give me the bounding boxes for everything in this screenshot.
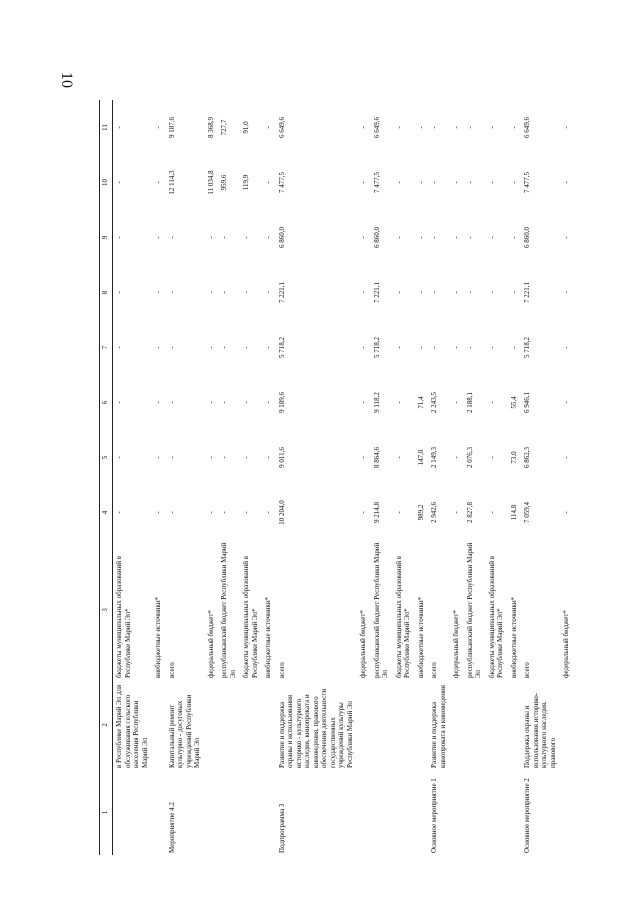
table-row	[415, 100, 429, 855]
value-cell: -	[452, 346, 460, 349]
value-cell: -	[487, 511, 496, 514]
table-row	[450, 100, 464, 855]
title-cell: Капитальный ремонт культурно - досуговых учреждений Республики Марий Эл	[167, 694, 201, 768]
value-cell: -	[264, 401, 272, 404]
value-cell: -	[416, 126, 425, 129]
value-cell: -	[465, 291, 474, 294]
value-cell: -	[220, 401, 228, 404]
value-cell: -	[465, 126, 474, 129]
value-cell: -	[154, 181, 162, 184]
program-cell	[560, 770, 574, 855]
value-cell: 8 864,6	[372, 447, 381, 468]
value-cell: -	[394, 236, 403, 239]
value-cell: -	[359, 126, 367, 129]
value-cell: -	[264, 291, 272, 294]
value-cell: -	[154, 511, 162, 514]
value-cell: -	[509, 291, 518, 294]
table-row	[508, 100, 522, 855]
value-cell: -	[562, 126, 570, 129]
title-cell: Развитие и поддержка кинопроката и киноведения	[430, 685, 447, 768]
source-cell: внебюджетные источники*	[509, 596, 518, 678]
program-cell	[415, 770, 429, 855]
value-cell: -	[154, 291, 162, 294]
value-cell: -	[206, 236, 215, 239]
value-cell: -	[242, 291, 250, 294]
column-header: 3	[100, 540, 113, 680]
value-cell: -	[394, 346, 403, 349]
value-cell: 10 204,0	[277, 500, 286, 525]
value-cell: -	[115, 236, 123, 239]
value-cell: 2 076,3	[465, 447, 474, 468]
column-header: 5	[100, 430, 113, 485]
value-cell: -	[264, 456, 272, 459]
value-cell: -	[154, 126, 162, 129]
value-cell: -	[115, 291, 123, 294]
table-row	[262, 100, 276, 855]
title-cell	[152, 680, 166, 770]
value-cell: 7 477,5	[523, 172, 531, 193]
column-header: 4	[100, 485, 113, 540]
value-cell: -	[167, 511, 176, 514]
program-cell	[508, 770, 522, 855]
source-cell: бюджеты муниципальных образований в Республике Марий Эл*	[394, 555, 411, 678]
value-cell: 55,4	[509, 396, 518, 409]
table-row	[218, 100, 240, 855]
value-cell: -	[487, 236, 496, 239]
value-cell: -	[115, 181, 123, 184]
value-cell: -	[264, 511, 272, 514]
value-cell: 119,9	[242, 174, 250, 191]
value-cell: -	[115, 456, 123, 459]
value-cell: 7 221,1	[523, 282, 531, 303]
value-cell: -	[509, 236, 518, 239]
value-cell: -	[264, 126, 272, 129]
title-cell	[486, 680, 508, 770]
value-cell: -	[452, 236, 460, 239]
value-cell: -	[206, 456, 215, 459]
value-cell: -	[394, 181, 403, 184]
table-row	[521, 100, 560, 855]
value-cell: -	[394, 456, 403, 459]
title-cell	[464, 680, 486, 770]
value-cell: 147,0	[416, 449, 425, 466]
program-cell	[113, 770, 153, 855]
value-cell: -	[487, 346, 496, 349]
title-cell	[393, 680, 415, 770]
column-header: 9	[100, 210, 113, 265]
value-cell: -	[359, 291, 367, 294]
source-cell: федеральный бюджет*	[452, 610, 460, 678]
value-cell: -	[115, 346, 123, 349]
value-cell: -	[416, 236, 425, 239]
value-cell: 2 827,8	[465, 502, 474, 523]
value-cell: 9 187,6	[167, 117, 176, 138]
table-body	[113, 100, 574, 855]
program-cell	[218, 770, 240, 855]
value-cell: -	[487, 456, 496, 459]
source-cell: бюджеты муниципальных образований в Республике Марий Эл*	[115, 555, 132, 678]
value-cell: -	[206, 401, 215, 404]
table-row	[357, 100, 371, 855]
column-header: 7	[100, 320, 113, 375]
value-cell: 7 477,5	[372, 172, 381, 193]
value-cell: 6 860,0	[277, 227, 286, 248]
value-cell: -	[452, 456, 460, 459]
source-cell: федеральный бюджет*	[562, 610, 570, 678]
program-cell	[240, 770, 262, 855]
value-cell: 71,4	[416, 396, 425, 409]
value-cell: -	[487, 126, 496, 129]
value-cell: -	[167, 346, 176, 349]
value-cell: -	[242, 511, 250, 514]
value-cell: -	[394, 511, 403, 514]
value-cell: -	[430, 346, 438, 349]
value-cell: -	[562, 236, 570, 239]
value-cell: 91,0	[242, 121, 250, 134]
source-cell: внебюджетные источники*	[154, 596, 162, 678]
value-cell: -	[359, 511, 367, 514]
value-cell: -	[115, 511, 123, 514]
value-cell: 8 368,9	[206, 117, 215, 138]
value-cell: 114,8	[509, 504, 518, 521]
value-cell: -	[206, 511, 215, 514]
value-cell: 6 862,3	[523, 447, 531, 468]
title-cell: Развитие и поддержка охраны и использования историко - культурного наследия, кинопроката и киноведения, правового обеспечения деятельности государственных учреждений культуры Республики Марий Эл	[277, 688, 354, 768]
value-cell: 959,6	[220, 174, 228, 191]
source-cell: внебюджетные источники*	[416, 596, 425, 678]
table-row	[393, 100, 415, 855]
title-cell: Поддержка охраны и использования историко-культурного наследия, правового	[523, 692, 557, 768]
value-cell: -	[242, 236, 250, 239]
value-cell: -	[154, 401, 162, 404]
value-cell: 7 221,1	[277, 282, 286, 303]
value-cell: -	[394, 291, 403, 294]
value-cell: -	[465, 181, 474, 184]
value-cell: -	[167, 456, 176, 459]
value-cell: -	[242, 346, 250, 349]
value-cell: 9 011,6	[277, 447, 286, 468]
value-cell: -	[242, 401, 250, 404]
column-header: 8	[100, 265, 113, 320]
value-cell: -	[264, 181, 272, 184]
value-cell: 6 649,6	[523, 117, 531, 138]
title-cell	[450, 680, 464, 770]
title-cell	[205, 680, 219, 770]
value-cell: 727,7	[220, 119, 228, 136]
table-row	[240, 100, 262, 855]
value-cell: -	[154, 236, 162, 239]
table-row	[560, 100, 574, 855]
value-cell: -	[394, 401, 403, 404]
value-cell: 2 149,3	[430, 447, 438, 468]
value-cell: -	[509, 181, 518, 184]
value-cell: -	[562, 181, 570, 184]
value-cell: -	[416, 291, 425, 294]
value-cell: -	[430, 126, 438, 129]
value-cell: 6 860,0	[372, 227, 381, 248]
source-cell: всего	[430, 662, 438, 678]
value-cell: -	[359, 401, 367, 404]
source-cell: всего	[167, 662, 176, 678]
program-cell: Основное мероприятие 1	[430, 778, 438, 853]
value-cell: -	[115, 401, 123, 404]
table-row	[166, 100, 205, 855]
rotated-page	[99, 100, 570, 855]
value-cell: 73,0	[509, 451, 518, 464]
value-cell: -	[452, 511, 460, 514]
program-cell	[152, 770, 166, 855]
value-cell: 9 189,6	[277, 392, 286, 413]
program-cell	[393, 770, 415, 855]
program-cell	[205, 770, 219, 855]
table-row	[205, 100, 219, 855]
value-cell: -	[452, 126, 460, 129]
column-header: 1	[100, 770, 113, 855]
source-cell: всего	[523, 662, 531, 678]
table-row	[428, 100, 450, 855]
title-cell	[508, 680, 522, 770]
source-cell: всего	[277, 662, 286, 678]
value-cell: -	[430, 181, 438, 184]
column-header: 10	[100, 155, 113, 210]
value-cell: 6 649,6	[277, 117, 286, 138]
value-cell: -	[206, 346, 215, 349]
title-cell: в Республике Марий Эл для обслуживания сельского населения Республики Марий Эл	[115, 684, 149, 768]
value-cell: 5 718,2	[523, 337, 531, 358]
program-cell	[450, 770, 464, 855]
table-row	[371, 100, 393, 855]
value-cell: 7 477,5	[277, 172, 286, 193]
program-cell: Подпрограмма 3	[277, 803, 286, 853]
column-header: 11	[100, 100, 113, 155]
value-cell: 9 118,2	[372, 392, 381, 413]
value-cell: -	[430, 236, 438, 239]
value-cell: -	[562, 291, 570, 294]
value-cell: -	[359, 236, 367, 239]
column-header: 2	[100, 680, 113, 770]
table-row	[113, 100, 153, 855]
value-cell: -	[465, 346, 474, 349]
source-cell: федеральный бюджет*	[206, 610, 215, 678]
value-cell: 6 649,6	[372, 117, 381, 138]
value-cell: 6 946,1	[523, 392, 531, 413]
value-cell: -	[359, 181, 367, 184]
program-cell	[371, 770, 393, 855]
value-cell: -	[416, 346, 425, 349]
title-cell	[240, 680, 262, 770]
value-cell: 5 718,2	[372, 337, 381, 358]
value-cell: -	[154, 346, 162, 349]
value-cell: -	[509, 126, 518, 129]
value-cell: -	[220, 346, 228, 349]
source-cell: бюджеты муниципальных образований в Республике Марий Эл*	[487, 555, 504, 678]
source-cell: республиканский бюджет Республики Марий Эл	[465, 542, 482, 678]
source-cell: федеральный бюджет*	[359, 610, 367, 678]
value-cell: -	[220, 511, 228, 514]
value-cell: -	[487, 291, 496, 294]
value-cell: -	[562, 401, 570, 404]
page-number: 10	[58, 72, 75, 88]
title-cell	[415, 680, 429, 770]
value-cell: 11 034,8	[206, 170, 215, 195]
value-cell: -	[487, 181, 496, 184]
value-cell: -	[115, 126, 123, 129]
value-cell: 7 059,4	[523, 502, 531, 523]
value-cell: -	[562, 511, 570, 514]
value-cell: -	[416, 181, 425, 184]
value-cell: -	[487, 401, 496, 404]
source-cell: внебюджетные источники*	[264, 596, 272, 678]
value-cell: 2 243,5	[430, 392, 438, 413]
table-row	[152, 100, 166, 855]
table-row	[486, 100, 508, 855]
title-cell	[218, 680, 240, 770]
value-cell: -	[167, 236, 176, 239]
value-cell: -	[359, 346, 367, 349]
column-header: 6	[100, 375, 113, 430]
value-cell: -	[509, 346, 518, 349]
value-cell: -	[465, 236, 474, 239]
program-cell	[486, 770, 508, 855]
title-cell	[357, 680, 371, 770]
title-cell	[560, 680, 574, 770]
value-cell: -	[359, 456, 367, 459]
value-cell: -	[394, 126, 403, 129]
value-cell: -	[242, 456, 250, 459]
program-cell	[357, 770, 371, 855]
value-cell: -	[452, 291, 460, 294]
value-cell: 5 718,2	[277, 337, 286, 358]
value-cell: 7 221,1	[372, 282, 381, 303]
program-cell: Мероприятие 4.2	[167, 802, 176, 853]
budget-table	[99, 100, 574, 855]
value-cell: -	[562, 346, 570, 349]
value-cell: -	[264, 236, 272, 239]
program-cell: Основное мероприятие 2	[523, 778, 531, 853]
source-cell: республиканский бюджет Республики Марий Эл	[372, 542, 389, 678]
value-cell: -	[430, 291, 438, 294]
value-cell: 2 942,6	[430, 502, 438, 523]
value-cell: 12 114,3	[167, 170, 176, 195]
value-cell: -	[452, 181, 460, 184]
value-cell: -	[154, 456, 162, 459]
table-row	[464, 100, 486, 855]
value-cell: 989,2	[416, 504, 425, 521]
value-cell: -	[562, 456, 570, 459]
value-cell: -	[206, 291, 215, 294]
value-cell: -	[220, 456, 228, 459]
value-cell: 9 214,8	[372, 502, 381, 523]
value-cell: -	[220, 291, 228, 294]
source-cell: республиканский бюджет Республики Марий Эл	[220, 542, 237, 678]
value-cell: -	[264, 346, 272, 349]
value-cell: 6 860,0	[523, 227, 531, 248]
source-cell: бюджеты муниципальных образований в Республике Марий Эл*	[242, 555, 259, 678]
value-cell: -	[167, 401, 176, 404]
title-cell	[371, 680, 393, 770]
table-row	[276, 100, 358, 855]
header-row	[100, 100, 113, 855]
value-cell: 2 188,1	[465, 392, 474, 413]
value-cell: -	[452, 401, 460, 404]
value-cell: -	[220, 236, 228, 239]
program-cell	[464, 770, 486, 855]
title-cell	[262, 680, 276, 770]
value-cell: -	[167, 291, 176, 294]
program-cell	[262, 770, 276, 855]
